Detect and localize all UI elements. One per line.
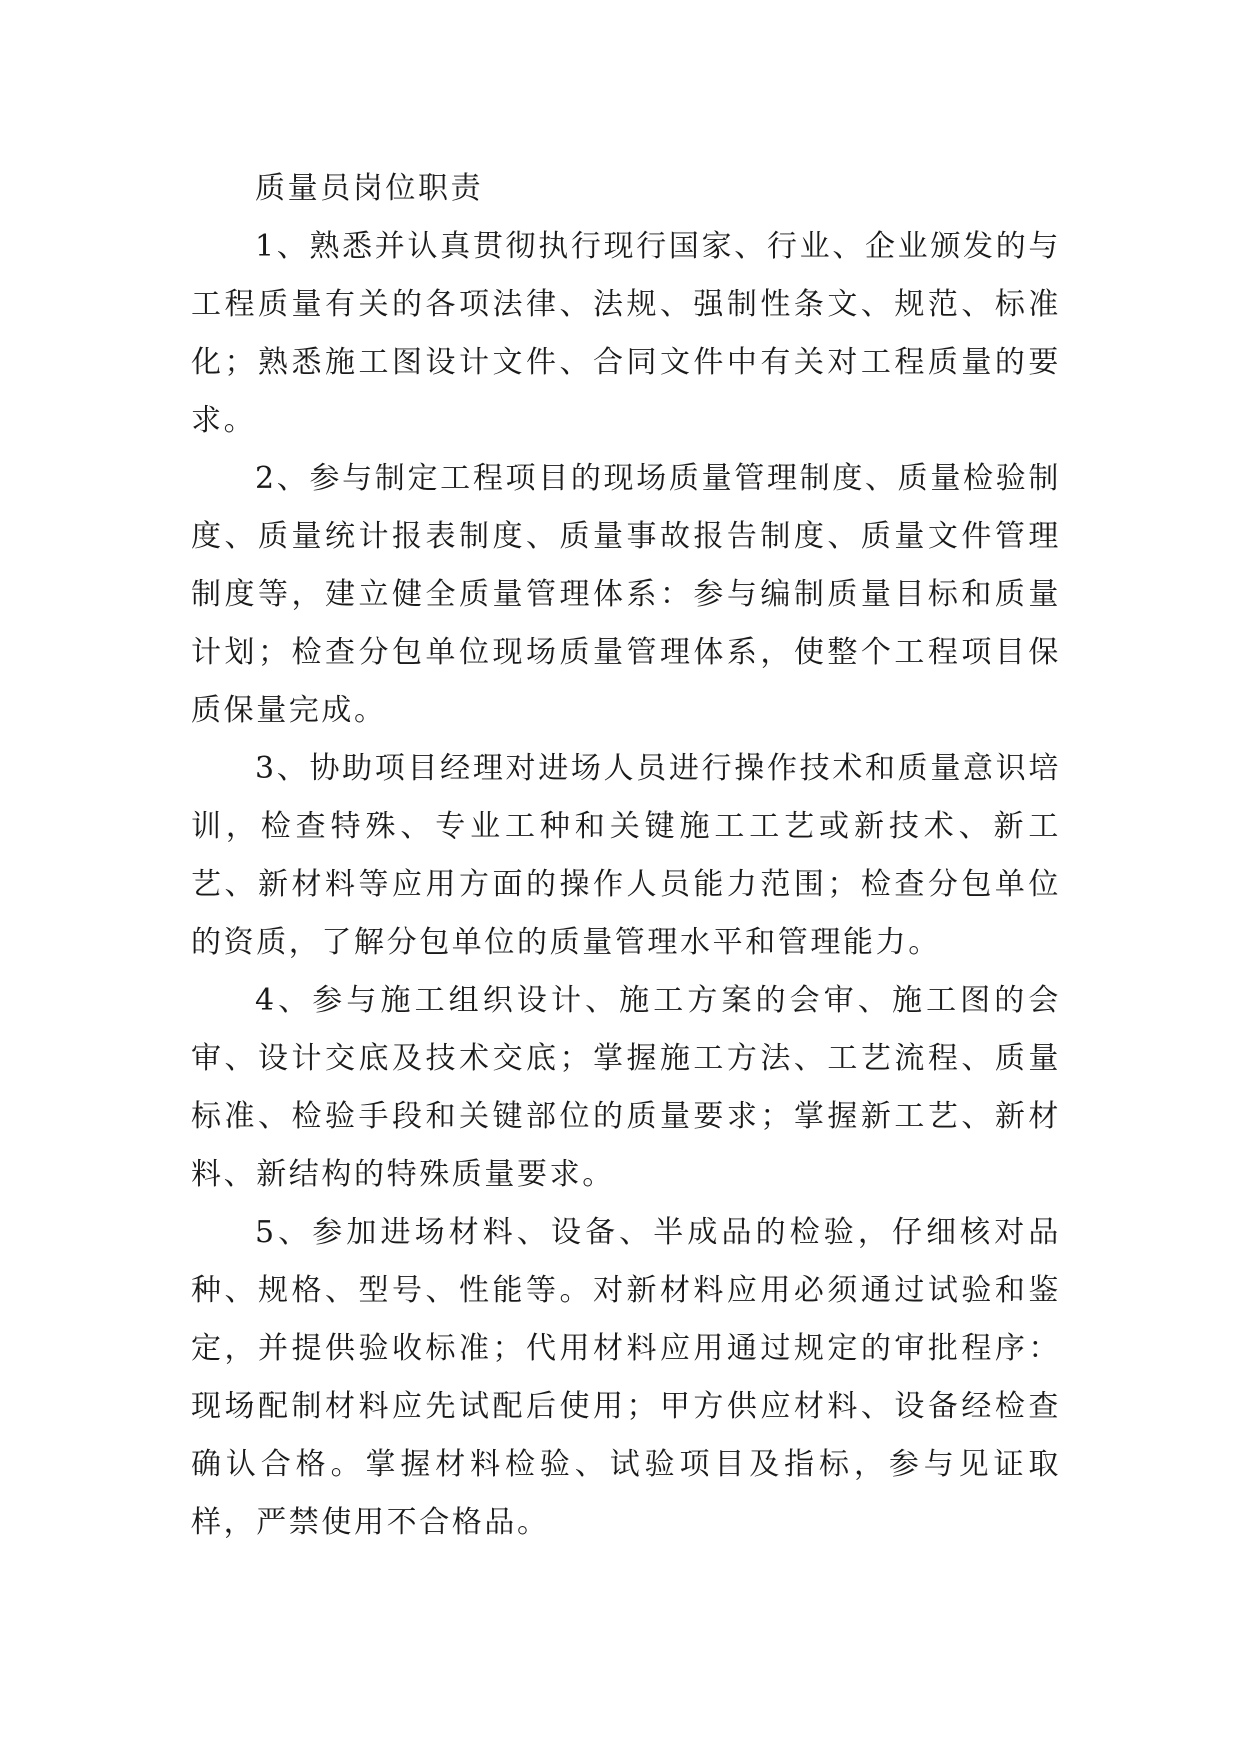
paragraph-4: 4、参与施工组织设计、施工方案的会审、施工图的会审、设计交底及技术交底；掌握施工方法、工艺流程、质量标准、检验手段和关键部位的质量要求；掌握新工艺、新材料、新结构的特殊质量要求。 xyxy=(191,983,1061,1192)
paragraph-3: 3、协助项目经理对进场人员进行操作技术和质量意识培训，检查特殊、专业工种和关键施工工艺或新技术、新工艺、新材料等应用方面的操作人员能力范围；检查分包单位的资质，了解分包单位的质量管理水平和管理能力。 xyxy=(191,751,1061,960)
paragraph-2: 2、参与制定工程项目的现场质量管理制度、质量检验制度、质量统计报表制度、质量事故报告制度、质量文件管理制度等，建立健全质量管理体系：参与编制质量目标和质量计划；检查分包单位现场质量管理体系，使整个工程项目保质保量完成。 xyxy=(191,461,1061,728)
paragraph-5: 5、参加进场材料、设备、半成品的检验，仔细核对品种、规格、型号、性能等。对新材料应用必须通过试验和鉴定，并提供验收标准；代用材料应用通过规定的审批程序：现场配制材料应先试配后使用；甲方供应材料、设备经检查确认合格。掌握材料检验、试验项目及指标，参与见证取样，严禁使用不合格品。 xyxy=(191,1215,1061,1540)
paragraph-1: 1、熟悉并认真贯彻执行现行国家、行业、企业颁发的与工程质量有关的各项法律、法规、强制性条文、规范、标准化；熟悉施工图设计文件、合同文件中有关对工程质量的要求。 xyxy=(191,229,1061,438)
document-body xyxy=(191,160,1061,1552)
document-title: 质量员岗位职责 xyxy=(255,171,484,206)
